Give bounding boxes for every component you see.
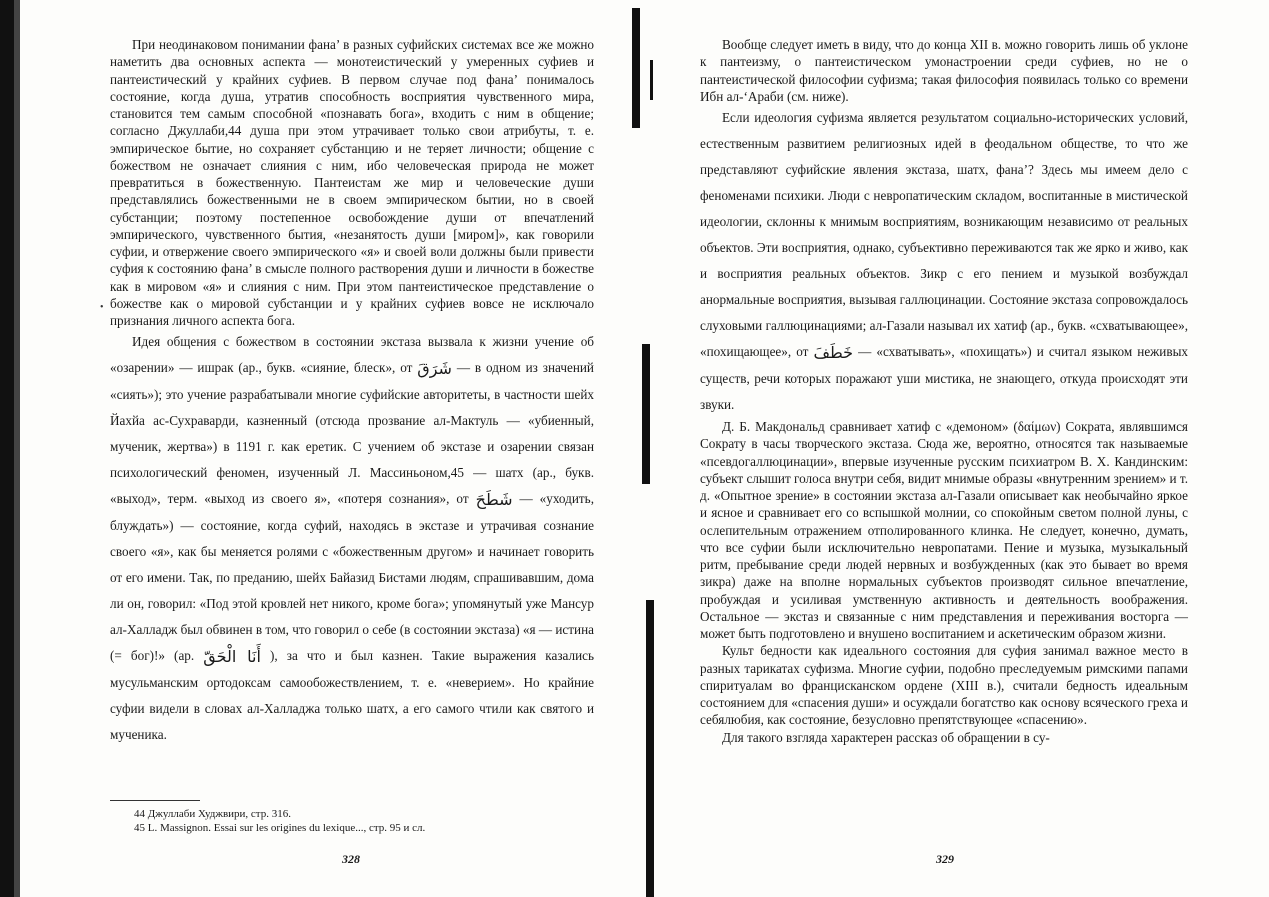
footnote-rule (110, 800, 200, 801)
footnote-45: 45 L. Massignon. Essai sur les origines du lexique..., стр. 95 и сл. (134, 822, 426, 834)
right-paragraph-4: Культ бедности как идеального состояния для суфия занимал важное место в разных тарикатах суфизма. Многие суфии, подобно преследуемым римскими папами спиритуалам во францисканском ордене (XIII в.), считали бедность идеальным состоянием для «спасения души» и осуждали богатство как основу всяческого греха и себялюбия, как состояние, безусловно препятствующее «спасению». (700, 643, 1188, 728)
right-paragraph-1: Вообще следует иметь в виду, что до конца XII в. можно говорить лишь об уклоне к пантеизму, о пантеистическом умонастроении среди суфиев, но не о пантеистической философии суфизма; такая философия появилась только со времени Ибн ал-‘Араби (см. ниже). (700, 37, 1188, 104)
right-page (700, 36, 1188, 746)
footnotes (110, 800, 594, 835)
left-paragraph-1: При неодинаковом понимании фана’ в разных суфийских системах все же можно наметить два основных аспекта — монотеистический у умеренных суфиев и пантеистический у крайних суфиев. В первом случае под фана’ понималось состояние, когда душа, утратив способность восприятия чувственного мира, становится тем самым способной «познавать бога», входить с ним в общение; согласно Джуллаби,44 душа при этом утрачивает только свои атрибуты, т. е. эмпирическое бытие, но сохраняет субстанцию и не теряет личности; общение с божеством не означает слияния с ним, ибо человеческая природа не может превратиться в божественную. Пантеистам же мир и человеческие души представлялись божественными не в своем эмпирическом бытии, но в своей субстанции; поэтому постепенное освобождение души от впечатлений эмпирического, чувственного бытия, «незанятость души [миром]», как говорили суфии, и отвержение своего эмпирического «я» и своей воли должны были привести суфия к состоянию фана’ в смысле полного растворения души и личности в божестве как в мировом «я» и слияния с ним. При этом пантеистическое представление о божестве как о мировой субстанции и у крайних суфиев вовсе не исключало признания личного аспекта бога. (110, 37, 594, 328)
arabic-word-khatafa: خَطَفَ (813, 343, 854, 362)
right-paragraph-3: Д. Б. Макдональд сравнивает хатиф с «демоном» (δαίμων) Сократа, являвшимся Сократу в часы творческого экстаза. Сюда же, вероятно, относятся так называемые «псевдогаллюцинации», впервые изученные русским психиатром В. Х. Кандинским: субъект слышит голоса внутри себя, видит мнимые образы «внутренним зрением» и т. д. «Опытное зрение» в состоянии экстаза ал-Газали описывает как необычайно яркое и ясное и сравнивает его со вспышкой молнии, со спокойным светом полной луны, с ослепительным отражением отполированного клинка. Не следует, конечно, думать, что все суфии были исключительно невропатами. Пение и музыка, музыкальный ритм, пребывание среди людей нервных и возбужденных (как это бывает во время зикра) даже на вполне нормальных субъектов производят сильное впечатление, пробуждая и усиливая умственную активность и деятельность воображения. Остальное — экстаз и связанные с ним представления и переживания восторга — может быть подготовлено и внушено воспитанием и аскетическим образом жизни. (700, 419, 1188, 641)
margin-mark: • (100, 302, 104, 313)
page-number-left: 328 (342, 852, 360, 866)
arabic-word-sharaqa: شَرَقَ (417, 359, 452, 379)
left-page (110, 36, 594, 748)
scan-edge-left (0, 0, 14, 897)
book-gutter (630, 0, 658, 897)
left-paragraph-2: Идея общения с божеством в состоянии экстаза вызвала к жизни учение об «озарении» — ишрак (ар., букв. «сияние, блеск», от شَرَقَ — в одном из значений «сиять»); это учение разрабатывали многие суфийские авторитеты, в частности шейх Йахйа ас-Сухраварди, казненный (отсюда прозвание ал-Мактуль — «убиенный, мученик, жертва») в 1191 г. как еретик. С учением об экстазе и озарении связан психологический феномен, изученный Л. Массиньоном,45 — шатх (ар., букв. «выход», терм. «выход из своего я», «потеря сознания», от شَطَحَ — «уходить, блуждать») — состояние, когда суфий, находясь в экстазе и утрачивая сознание своего «я», как бы меняется ролями с «божественным другом» и начинает говорить от его имени. Так, по преданию, шейх Байазид Бистами людям, спрашивавшим, дома ли он, говорил: «Под этой кровлей нет никого, кроме бога»; упомянутый уже Мансур ал-Халладж был обвинен в том, что говорил о себе (в состоянии экстаза) «я — истина (= бог)!» (ар. أَنَا الْحَقّ ), за что и был казнен. Такие выражения казались мусульманским ортодоксам самообожествлением, т. е. «неверием». Но крайние суфии видели в словах ал-Халладжа только шатх, а его самого чтили как святого и мученика. (110, 334, 594, 743)
right-paragraph-5: Для такого взгляда характерен рассказ об обращении в су- (722, 729, 1050, 745)
footnote-44: 44 Джуллаби Худжвири, стр. 316. (134, 808, 291, 820)
scan-edge-left-shadow (14, 0, 20, 897)
right-paragraph-2: Если идеология суфизма является результатом социально-исторических условий, естественным развитием религиозных идей в феодальном обществе, то что же представляют суфийские явления экстаза, шатх, фана’? Здесь мы имеем дело с феноменами психики. Люди с невропатическим складом, воспитанные в мистической идеологии, склонны к мнимым восприятиям, возникающим независимо от реальных объектов. Эти восприятия, однако, субъективно переживаются так же ярко и живо, как и восприятия реальных объектов. Зикр с его пением и музыкой возбуждал анормальные восприятия, вызывая галлюцинации. Состояние экстаза сопровождалось слуховыми галлюцинациями; ал-Газали называл их хатиф (ар., букв. «схватывающее», «похищающее», от خَطَفَ — «схватывать», «похищать») и считал языком неживых существ, речи которых поражают уши мистика, не знающего, откуда происходят эти звуки. (700, 110, 1189, 412)
page-number-right: 329 (936, 852, 954, 866)
arabic-word-shataha: شَطَحَ (475, 490, 513, 510)
arabic-phrase-ana-al-haqq: أَنَا الْحَقّ (203, 647, 261, 667)
